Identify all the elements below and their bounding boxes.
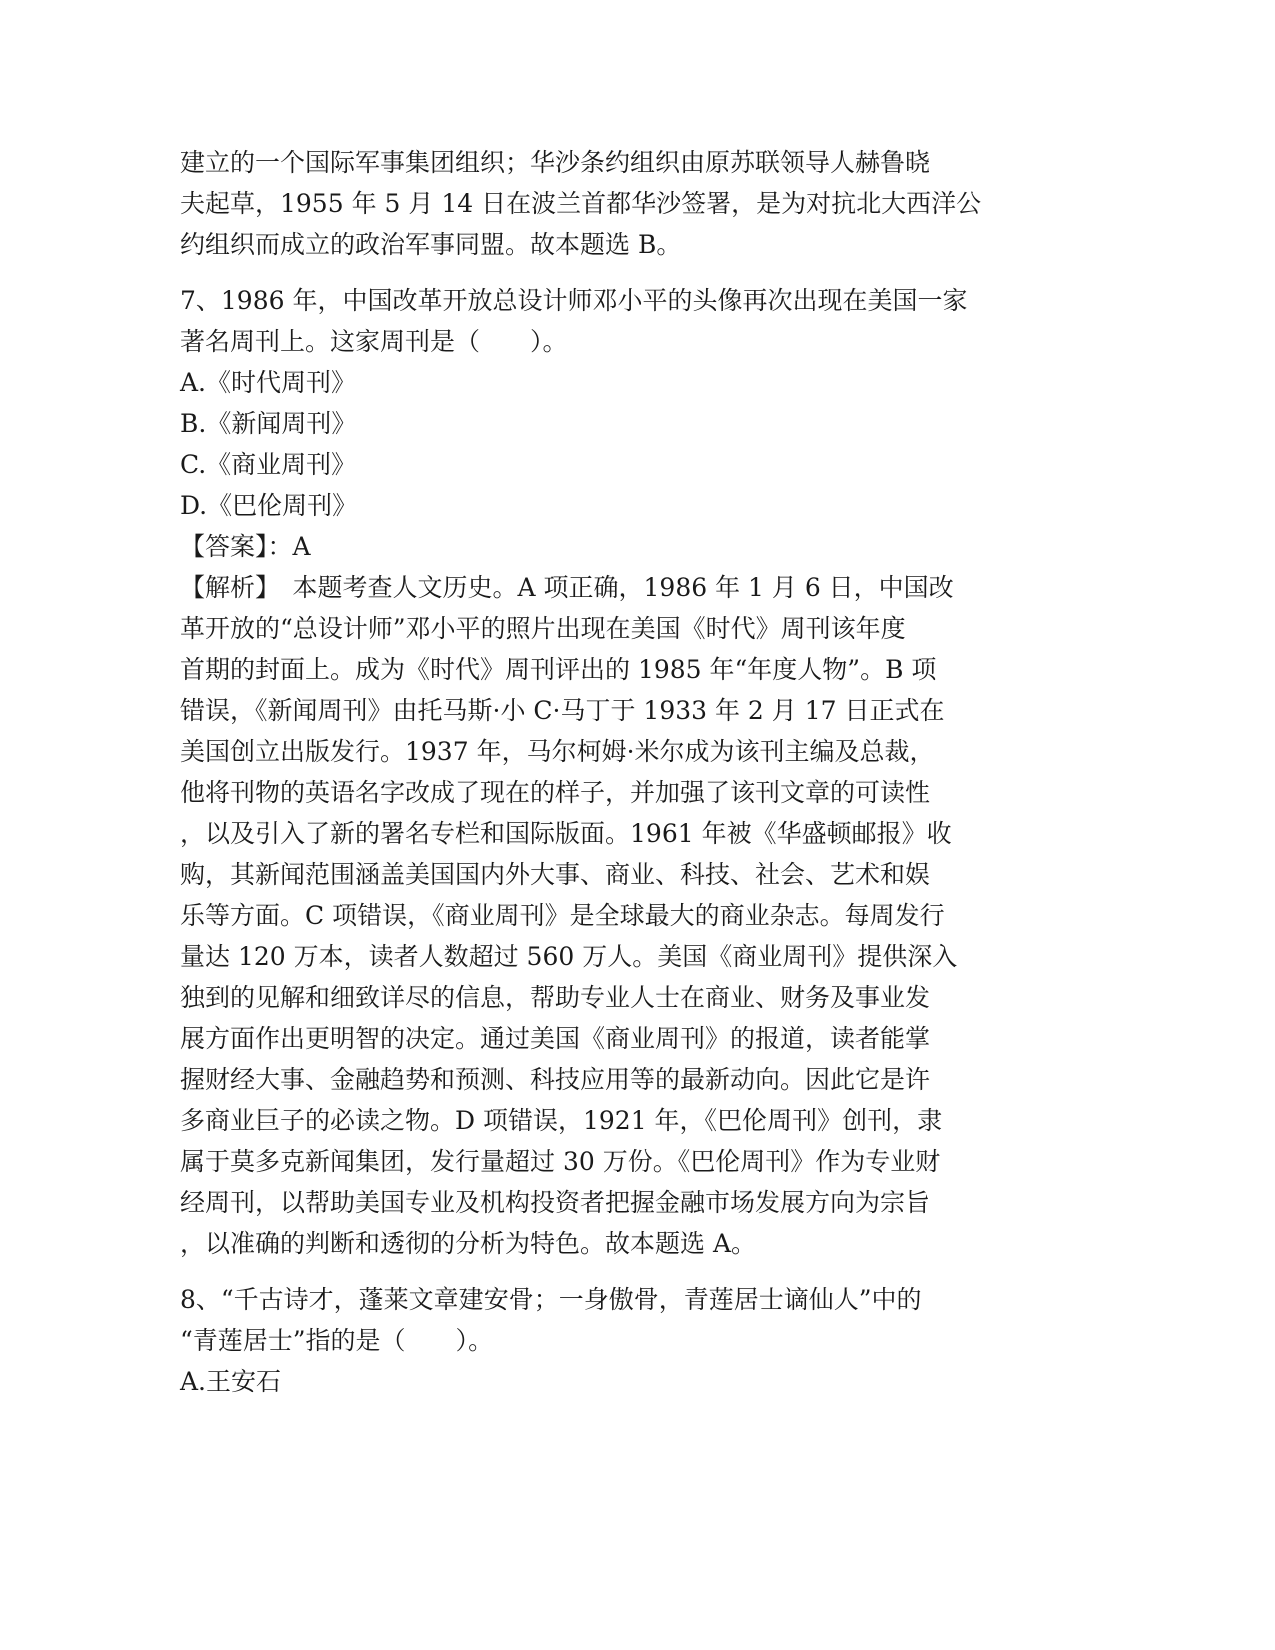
- analysis-line: 握财经大事、金融趋势和预测、科技应用等的最新动向。因此它是许: [180, 1065, 931, 1094]
- question-7: [180, 280, 1040, 1264]
- analysis-line: 他将刊物的英语名字改成了现在的样子，并加强了该刊文章的可读性: [180, 778, 931, 807]
- analysis-line: ，以准确的判断和透彻的分析为特色。故本题选 A。: [180, 1229, 757, 1258]
- analysis-line: 展方面作出更明智的决定。通过美国《商业周刊》的报道，读者能掌: [180, 1024, 931, 1053]
- option-c: C.《商业周刊》: [180, 450, 357, 479]
- analysis-line: 首期的封面上。成为《时代》周刊评出的 1985 年“年度人物”。B 项: [180, 655, 937, 684]
- question-stem: 8、“千古诗才，蓬莱文章建安骨；一身傲骨，青莲居士谪仙人”中的: [180, 1285, 922, 1314]
- analysis-line: ，以及引入了新的署名专栏和国际版面。1961 年被《华盛顿邮报》收: [180, 819, 952, 848]
- option-a: A.王安石: [180, 1367, 282, 1396]
- analysis-line: 独到的见解和细致详尽的信息，帮助专业人士在商业、财务及事业发: [180, 983, 931, 1012]
- analysis-line: 多商业巨子的必读之物。D 项错误，1921 年，《巴伦周刊》创刊，隶: [180, 1106, 943, 1135]
- answer-line: 【答案】：A: [180, 532, 311, 561]
- analysis-line: 革开放的“总设计师”邓小平的照片出现在美国《时代》周刊该年度: [180, 614, 906, 643]
- paragraph-gap: [180, 265, 1040, 280]
- analysis-line: 购，其新闻范围涵盖美国国内外大事、商业、科技、社会、艺术和娱: [180, 860, 931, 889]
- analysis-line: 经周刊，以帮助美国专业及机构投资者把握金融市场发展方向为宗旨: [180, 1188, 931, 1217]
- text-line: 夫起草，1955 年 5 月 14 日在波兰首都华沙签署，是为对抗北大西洋公: [180, 189, 982, 218]
- previous-explanation: [180, 142, 1040, 265]
- question-stem: 7、1986 年，中国改革开放总设计师邓小平的头像再次出现在美国一家: [180, 286, 968, 315]
- analysis-line: 【解析】 本题考查人文历史。A 项正确，1986 年 1 月 6 日，中国改: [180, 573, 954, 602]
- analysis-line: 美国创立出版发行。1937 年，马尔柯姆·米尔成为该刊主编及总裁，: [180, 737, 935, 766]
- question-stem: 著名周刊上。这家周刊是（ ）。: [180, 327, 568, 356]
- analysis-line: 量达 120 万本，读者人数超过 560 万人。美国《商业周刊》提供深入: [180, 942, 958, 971]
- question-8: [180, 1279, 1040, 1402]
- text-line: 建立的一个国际军事集团组织；华沙条约组织由原苏联领导人赫鲁晓: [180, 148, 931, 177]
- analysis-line: 属于莫多克新闻集团，发行量超过 30 万份。《巴伦周刊》作为专业财: [180, 1147, 941, 1176]
- document-page: [180, 142, 1040, 1402]
- analysis-line: 乐等方面。C 项错误，《商业周刊》是全球最大的商业杂志。每周发行: [180, 901, 945, 930]
- paragraph-gap: [180, 1264, 1040, 1279]
- text-line: 约组织而成立的政治军事同盟。故本题选 B。: [180, 230, 682, 259]
- option-d: D.《巴伦周刊》: [180, 491, 358, 520]
- option-b: B.《新闻周刊》: [180, 409, 357, 438]
- question-stem: “青莲居士”指的是（ ）。: [180, 1326, 494, 1355]
- option-a: A.《时代周刊》: [180, 368, 357, 397]
- analysis-line: 错误，《新闻周刊》由托马斯·小 C·马丁于 1933 年 2 月 17 日正式在: [180, 696, 945, 725]
